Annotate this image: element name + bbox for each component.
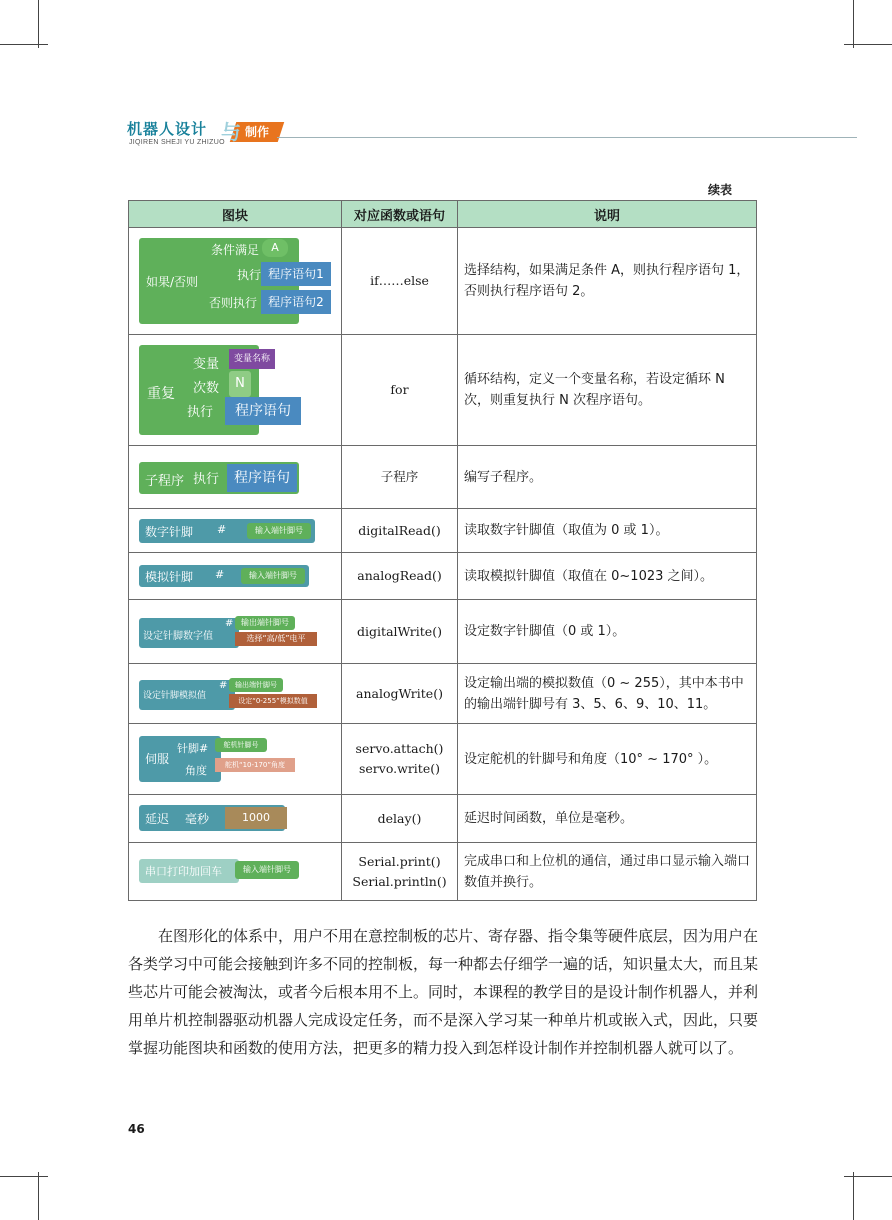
block-label: #	[219, 680, 228, 691]
crop-mark	[38, 1172, 39, 1220]
block-label: 设定针脚数字值	[143, 631, 213, 642]
block-slot: 舵机“10-170”角度	[215, 758, 295, 772]
function-cell	[342, 553, 458, 600]
function-name: analogRead()	[357, 568, 442, 583]
table-header-row	[129, 201, 757, 228]
function-name: delay()	[377, 810, 422, 826]
function-cell	[342, 509, 458, 553]
block-slot: 输出端针脚号	[235, 616, 295, 630]
block-label: 伺服	[145, 752, 170, 766]
block-slot: N	[229, 371, 251, 397]
block-label: #	[225, 618, 234, 629]
table-row	[129, 724, 757, 795]
block-cell	[129, 335, 342, 446]
block-label: 如果/否则	[146, 275, 199, 289]
description-cell: 设定舵机的针脚号和角度（10° ~ 170° ）。	[458, 724, 757, 795]
block-slot: 输出端针脚号	[229, 678, 283, 692]
function-cell	[342, 600, 458, 664]
block-label: 次数	[193, 381, 220, 396]
function-cell	[342, 446, 458, 509]
block-slot: 程序语句	[225, 397, 301, 425]
function-cell	[342, 335, 458, 446]
description-cell: 读取模拟针脚值（取值在 0~1023 之间）。	[458, 553, 757, 600]
block-cell	[129, 553, 342, 600]
block-cell	[129, 509, 342, 553]
description-cell: 设定输出端的模拟数值（0 ~ 255），其中本书中的输出端针脚号有 3、5、6、9、10、11。	[458, 664, 757, 724]
function-cell	[342, 724, 458, 795]
function-cell	[342, 228, 458, 335]
page-number: 46	[128, 1122, 145, 1136]
col-header-function: 对应函数或语句	[342, 201, 458, 228]
block-label: 延迟	[145, 812, 170, 826]
block-label: 角度	[185, 764, 207, 777]
table-row	[129, 664, 757, 724]
function-name: servo.attach()	[355, 741, 444, 756]
crop-mark	[844, 1176, 892, 1177]
table-row	[129, 446, 757, 509]
block-slot: 舵机针脚号	[215, 738, 267, 752]
table-row	[129, 553, 757, 600]
description-cell: 设定数字针脚值（0 或 1）。	[458, 600, 757, 664]
function-cell	[342, 795, 458, 843]
block-label: 毫秒	[185, 812, 210, 826]
body-paragraph: 在图形化的体系中，用户不用在意控制板的芯片、寄存器、指令集等硬件底层，因为用户在各类学习中可能会接触到许多不同的控制板，每一种都去仔细学一遍的话，知识量太大，而且某些芯片可能会被淘汰，或者今后根本用不上。同时，本课程的教学目的是设计制作机器人，并利用单片机控制器驱动机器人完成设定任务，而不是深入学习某一种单片机或嵌入式，因此，只要掌握功能图块和函数的使用方法，把更多的精力投入到怎样设计制作并控制机器人就可以了。	[128, 927, 759, 1057]
block-label: 否则执行	[209, 296, 258, 310]
crop-mark	[0, 44, 48, 45]
block-slot: 1000	[225, 807, 287, 829]
block-slot: 输入端针脚号	[241, 568, 305, 584]
function-name: for	[390, 382, 409, 397]
block-cell	[129, 664, 342, 724]
function-name: digitalWrite()	[357, 623, 442, 639]
table-row	[129, 509, 757, 553]
description-cell: 读取数字针脚值（取值为 0 或 1）。	[458, 509, 757, 553]
block-cell	[129, 446, 342, 509]
block-slot: 输入端针脚号	[247, 523, 311, 539]
table-row	[129, 335, 757, 446]
table-row	[129, 228, 757, 335]
block-slot: A	[262, 239, 288, 257]
description-cell: 循环结构，定义一个变量名称，若设定循环 N 次，则重复执行 N 次程序语句。	[458, 335, 757, 446]
function-name: 子程序	[380, 469, 419, 484]
block-label: 重复	[147, 386, 175, 402]
function-name: digitalRead()	[358, 522, 441, 538]
description-cell: 完成串口和上位机的通信，通过串口显示输入端口数值并换行。	[458, 843, 757, 901]
function-name: if……else	[370, 273, 429, 288]
block-label: #	[215, 568, 225, 581]
block-label: 设定针脚模拟值	[143, 691, 207, 701]
block-cell	[129, 843, 342, 901]
running-header	[127, 112, 857, 152]
brand-pinyin: JIQIREN SHEJI YU ZHIZUO	[129, 139, 225, 146]
description-cell: 编写子程序。	[458, 446, 757, 509]
description-cell: 选择结构，如果满足条件 A，则执行程序语句 1，否则执行程序语句 2。	[458, 228, 757, 335]
crop-mark	[844, 44, 892, 45]
block-label: 串口打印加回车	[145, 865, 222, 878]
block-cell	[129, 724, 342, 795]
col-header-description: 说明	[458, 201, 757, 228]
crop-mark	[0, 1176, 48, 1177]
crop-mark	[853, 0, 854, 48]
header-rule	[277, 137, 857, 138]
table-row	[129, 843, 757, 901]
block-label: 执行	[193, 472, 220, 487]
table-row	[129, 795, 757, 843]
blocks-table	[128, 200, 757, 901]
col-header-block: 图块	[129, 201, 342, 228]
block-label: 针脚#	[177, 742, 209, 755]
block-label: 模拟针脚	[145, 570, 194, 584]
block-label: 子程序	[145, 474, 185, 489]
brand-title: 机器人设计	[127, 120, 208, 138]
function-name: Serial.println()	[352, 873, 447, 889]
block-label: 执行	[237, 268, 262, 282]
function-name: analogWrite()	[356, 685, 443, 701]
function-name: Serial.print()	[358, 853, 441, 869]
continued-label: 续表	[708, 183, 733, 197]
function-cell	[342, 664, 458, 724]
block-slot: 选择“高/低”电平	[235, 632, 317, 646]
block-slot: 程序语句1	[261, 262, 331, 286]
block-slot: 输入端针脚号	[235, 861, 299, 879]
block-cell	[129, 600, 342, 664]
block-label: 条件满足	[211, 243, 260, 257]
block-label: 变量	[193, 357, 220, 372]
block-slot: 设定“0-255”模拟数值	[229, 694, 317, 708]
block-cell	[129, 228, 342, 335]
crop-mark	[38, 0, 39, 48]
function-cell	[342, 843, 458, 901]
block-slot: 变量名称	[229, 349, 275, 369]
block-slot: 程序语句2	[261, 290, 331, 314]
brand-tag-label: 制作	[244, 125, 269, 139]
block-label: 执行	[187, 405, 214, 420]
crop-mark	[853, 1172, 854, 1220]
description-cell: 延迟时间函数，单位是毫秒。	[458, 795, 757, 843]
block-label: #	[217, 523, 227, 536]
block-slot: 程序语句	[227, 464, 297, 492]
function-name: servo.write()	[359, 761, 440, 776]
block-cell	[129, 795, 342, 843]
table-row	[129, 600, 757, 664]
brand-yu: 与	[221, 120, 241, 144]
block-label: 数字针脚	[145, 525, 194, 539]
